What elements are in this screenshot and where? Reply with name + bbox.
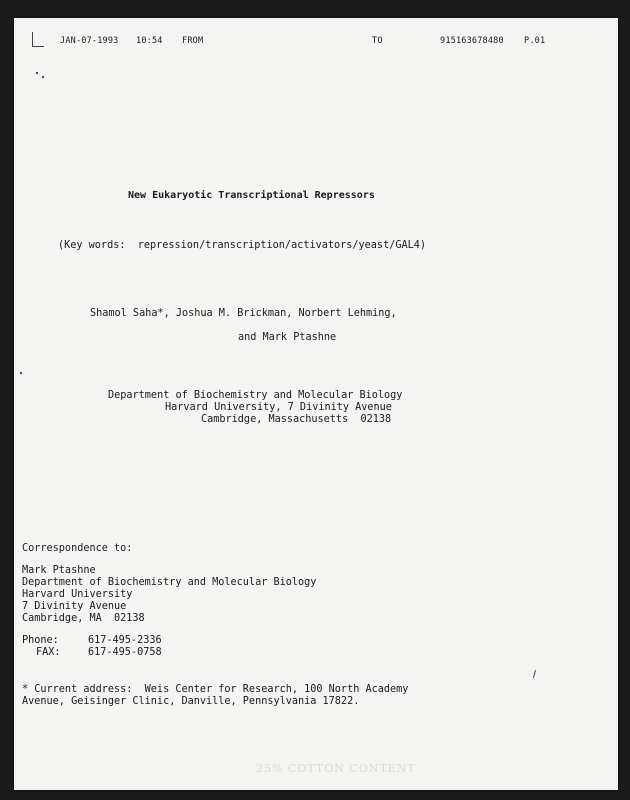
- scan-mark: [32, 46, 44, 47]
- watermark-text: 25% COTTON CONTENT: [256, 762, 416, 775]
- fax-number: 915163678480: [440, 36, 504, 46]
- authors-line-2: and Mark Ptashne: [238, 332, 337, 343]
- scan-speck: [533, 670, 536, 678]
- scan-speck: [42, 76, 44, 78]
- footnote-line-2: Avenue, Geisinger Clinic, Danville, Pennsylvania 17822.: [22, 696, 360, 707]
- fax-to-label: TO: [372, 36, 383, 46]
- fax-time: 10:54: [136, 36, 163, 46]
- footnote-line-1: * Current address: Weis Center for Research, 100 North Academy: [22, 684, 409, 695]
- correspondence-street: 7 Divinity Avenue: [22, 601, 127, 612]
- scan-speck: [36, 72, 38, 74]
- scan-mark: [32, 32, 33, 46]
- affiliation-line-1: Department of Biochemistry and Molecular Biology: [108, 390, 403, 401]
- phone-number: 617-495-2336: [88, 635, 162, 646]
- paper-title: New Eukaryotic Transcriptional Repressors: [128, 190, 375, 201]
- document-page: [14, 18, 618, 790]
- fax-from-label: FROM: [182, 36, 204, 46]
- fax-date: JAN-07-1993: [60, 36, 119, 46]
- fax-label: FAX:: [36, 647, 61, 658]
- correspondence-heading: Correspondence to:: [22, 543, 133, 554]
- fax-number-contact: 617-495-0758: [88, 647, 162, 658]
- correspondence-dept: Department of Biochemistry and Molecular Biology: [22, 577, 317, 588]
- keywords: (Key words: repression/transcription/activators/yeast/GAL4): [58, 240, 427, 251]
- authors-line-1: Shamol Saha*, Joshua M. Brickman, Norbert Lehming,: [90, 308, 397, 319]
- correspondence-university: Harvard University: [22, 589, 133, 600]
- fax-page: P.01: [524, 36, 546, 46]
- phone-label: Phone:: [22, 635, 59, 646]
- correspondence-city: Cambridge, MA 02138: [22, 613, 145, 624]
- affiliation-line-2: Harvard University, 7 Divinity Avenue: [165, 402, 392, 413]
- affiliation-line-3: Cambridge, Massachusetts 02138: [201, 414, 392, 425]
- correspondence-name: Mark Ptashne: [22, 565, 96, 576]
- scan-speck: [20, 372, 22, 374]
